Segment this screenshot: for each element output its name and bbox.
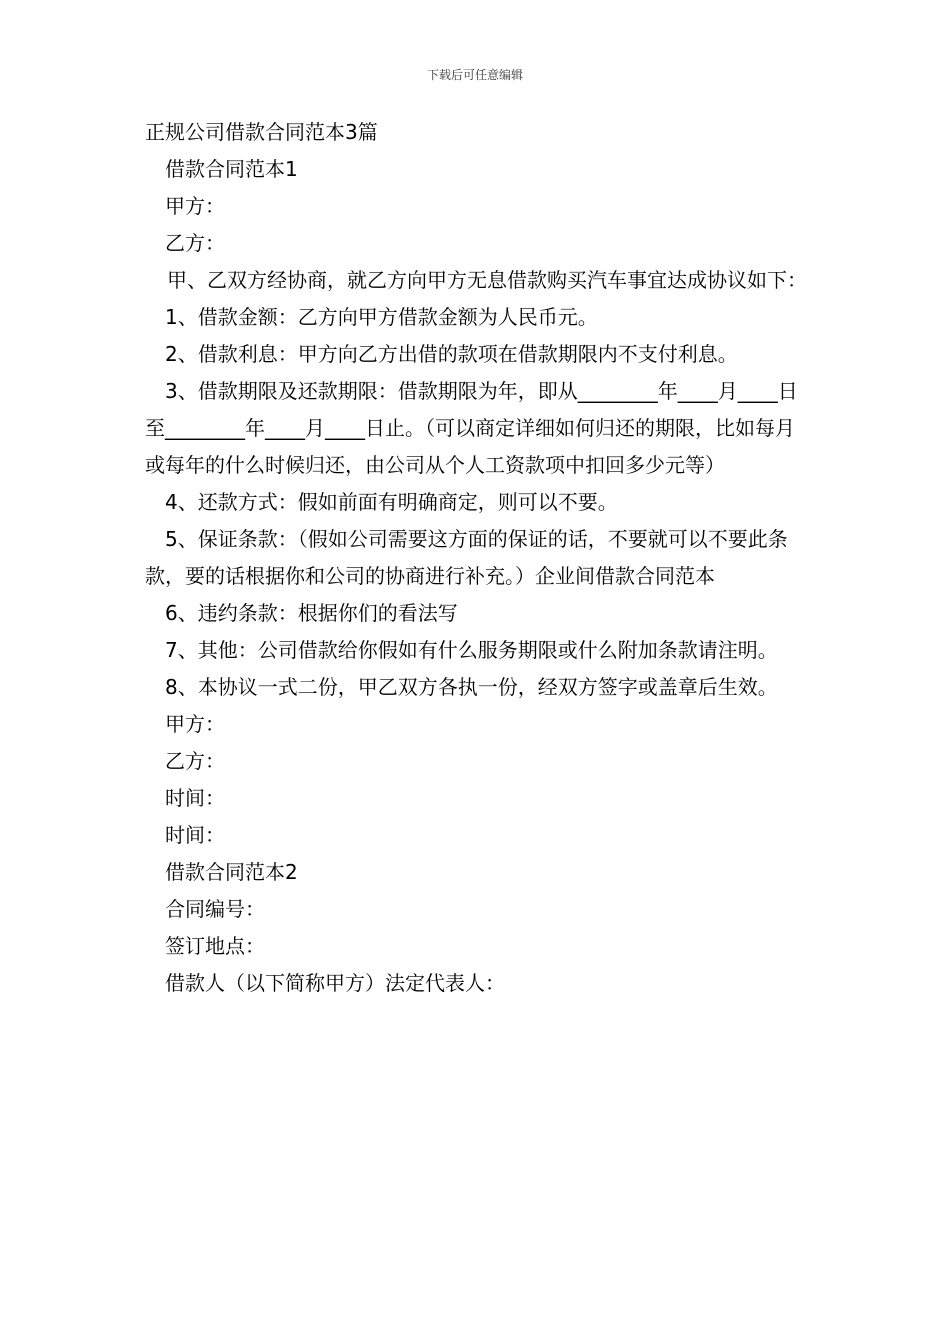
borrower-representative-label: 借款人（以下简称甲方）法定代表人： — [165, 971, 505, 995]
signature-party-b: 乙方： — [165, 749, 225, 773]
signature-date-a: 时间： — [165, 786, 225, 810]
document-body — [145, 114, 810, 1002]
contract-number-label: 合同编号： — [165, 897, 265, 921]
party-a-label: 甲方： — [165, 194, 225, 218]
signature-party-a: 甲方： — [165, 712, 225, 736]
document-title: 正规公司借款合同范本3篇 — [145, 120, 378, 144]
section-heading: 借款合同范本1 — [165, 157, 298, 181]
clause-7: 7、其他：公司借款给你假如有什么服务期限或什么附加条款请注明。 — [165, 638, 778, 662]
clause-6: 6、违约条款：根据你们的看法写 — [165, 601, 458, 625]
clause-3: 3、借款期限及还款期限：借款期限为年，即从________年____月____日至________年____月____日止。（可以商定详细如何归还的期限，比如每月或每年的什么时候归还，由公司从个人工资款项中扣回多少元等） — [145, 379, 798, 477]
party-b-label: 乙方： — [165, 231, 225, 255]
signing-place-label: 签订地点： — [165, 934, 265, 958]
clause-1: 1、借款金额：乙方向甲方借款金额为人民币元。 — [165, 305, 598, 329]
clause-8: 8、本协议一式二份，甲乙双方各执一份，经双方签字或盖章后生效。 — [165, 675, 778, 699]
page-header: 下载后可任意编辑 — [426, 68, 523, 82]
section-heading: 借款合同范本2 — [165, 860, 298, 884]
signature-date-b: 时间： — [165, 823, 225, 847]
clause-5: 5、保证条款：（假如公司需要这方面的保证的话，不要就可以不要此条款，要的话根据你和公司的协商进行补充。）企业间借款合同范本 — [145, 527, 788, 588]
clause-4: 4、还款方式：假如前面有明确商定，则可以不要。 — [165, 490, 618, 514]
paragraph: 甲、乙双方经协商，就乙方向甲方无息借款购买汽车事宜达成协议如下： — [167, 268, 807, 292]
clause-2: 2、借款利息：甲方向乙方出借的款项在借款期限内不支付利息。 — [165, 342, 738, 366]
